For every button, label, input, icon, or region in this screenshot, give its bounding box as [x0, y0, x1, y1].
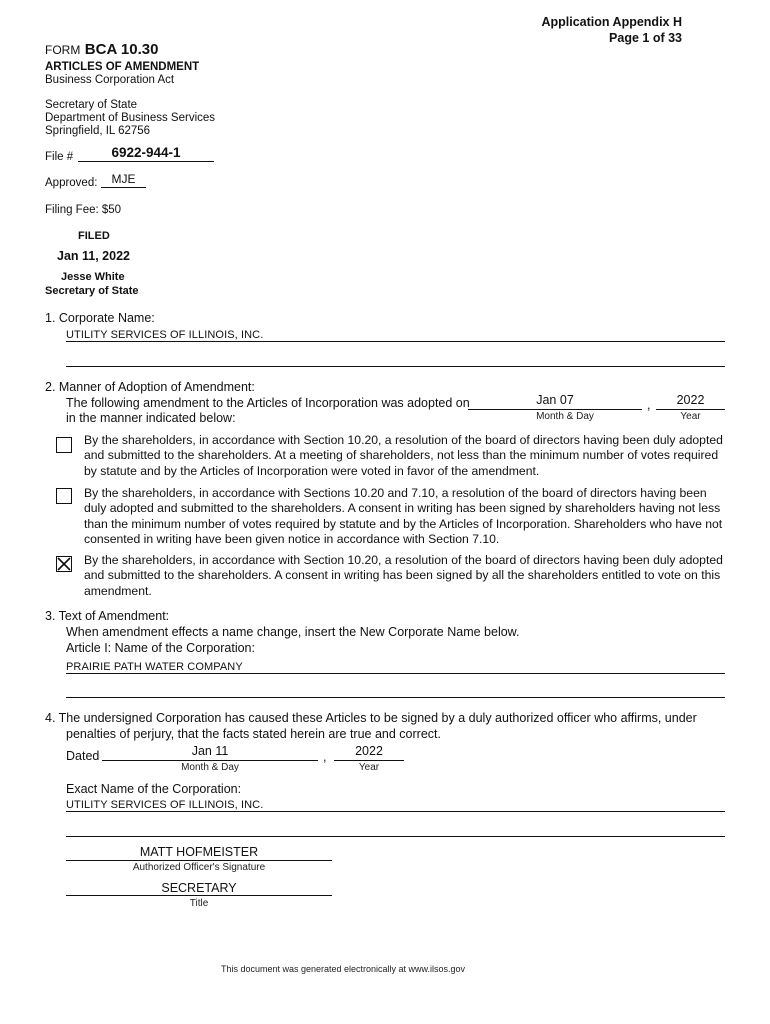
appendix-label: Application Appendix H — [541, 15, 682, 29]
corporate-name-line-1 — [66, 341, 725, 342]
signed-date-caption: Month & Day — [181, 762, 239, 773]
signed-comma: , — [323, 750, 327, 764]
adoption-year-value: 2022 — [676, 393, 705, 407]
office-line-3: Springfield, IL 62756 — [45, 125, 151, 137]
dated-label: Dated — [66, 749, 100, 763]
filing-fee: Filing Fee: $50 — [45, 204, 122, 216]
form-act: Business Corporation Act — [45, 74, 175, 86]
exact-name-line-2 — [66, 836, 725, 837]
amendment-instruction: When amendment effects a name change, insert the New Corporate Name below. — [66, 625, 520, 639]
approved-label: Approved: — [45, 177, 98, 189]
signed-year-line — [334, 760, 404, 761]
filed-stamp-label: FILED — [78, 230, 110, 242]
signed-date-value: Jan 11 — [191, 744, 229, 758]
signature-line — [66, 860, 332, 861]
signature-value: MATT HOFMEISTER — [139, 845, 259, 859]
exact-name-line-1 — [66, 811, 725, 812]
file-underline — [78, 161, 214, 162]
adoption-date-line — [468, 409, 642, 410]
section-4-heading-line-2: penalties of perjury, that the facts stated herein are true and correct. — [66, 727, 441, 741]
checkbox-x-icon — [57, 557, 71, 571]
adoption-intro-line-1: The following amendment to the Articles of Incorporation was adopted on — [66, 396, 470, 410]
section-3-heading: 3. Text of Amendment: — [45, 609, 170, 623]
signed-year-caption: Year — [358, 762, 380, 773]
signature-caption: Authorized Officer's Signature — [132, 862, 266, 873]
signed-date-line — [102, 760, 318, 761]
option-2-checkbox[interactable] — [56, 488, 72, 504]
option-3-text: By the shareholders, in accordance with Section 10.20, a resolution of the board of directors having been duly adopted and submitted to the shareholders. A consent in writing has been signed by all the shareholders entitled to vote on this amendment. — [84, 553, 723, 598]
filed-date: Jan 11, 2022 — [57, 249, 130, 263]
title-line — [66, 895, 332, 896]
file-number: 6922-944-1 — [111, 145, 181, 160]
adoption-comma: , — [647, 398, 651, 412]
file-label: File # — [45, 151, 74, 163]
secretary-office: Secretary of State — [45, 285, 139, 297]
corporate-name-value: UTILITY SERVICES OF ILLINOIS, INC. — [66, 329, 264, 341]
approved-underline — [101, 187, 146, 188]
secretary-name: Jesse White — [61, 271, 125, 283]
exact-name-value: UTILITY SERVICES OF ILLINOIS, INC. — [66, 799, 264, 811]
adoption-date-caption: Month & Day — [536, 411, 594, 422]
adoption-intro-line-2: in the manner indicated below: — [66, 411, 236, 425]
option-3-checkbox[interactable] — [56, 556, 72, 572]
option-1-text: By the shareholders, in accordance with Section 10.20, a resolution of the board of directors having been duly adopted and submitted to the shareholders. At a meeting of shareholders, not less than the minimum number of votes required by statute and by the Articles of Incorporation were voted in favor of the amendment. — [84, 433, 723, 478]
exact-name-label: Exact Name of the Corporation: — [66, 782, 242, 796]
new-corporate-name-value: PRAIRIE PATH WATER COMPANY — [66, 661, 243, 673]
section-4-heading-line-1: 4. The undersigned Corporation has caused these Articles to be signed by a duly authorized officer who affirms, under — [45, 711, 697, 725]
title-caption: Title — [189, 898, 209, 909]
title-value: SECRETARY — [161, 881, 237, 895]
new-name-line-2 — [66, 697, 725, 698]
corporate-name-line-2 — [66, 366, 725, 367]
form-id — [45, 41, 158, 59]
approved-initials: MJE — [111, 172, 136, 186]
form-prefix: FORM — [45, 43, 81, 57]
signed-year-value: 2022 — [355, 744, 383, 758]
page-number: Page 1 of 33 — [609, 31, 682, 45]
adoption-date-value: Jan 07 — [536, 393, 574, 407]
adoption-year-line — [656, 409, 725, 410]
option-2-text: By the shareholders, in accordance with Sections 10.20 and 7.10, a resolution of the board of directors having been duly adopted and submitted to the shareholders. A consent in writing has been signed by shareholders having not less than the minimum number of votes required by statute and by the Articles of Incorporation. Shareholders who have not consented in writing have been given notice in accordance with Section 7.10. — [84, 486, 723, 547]
office-line-2: Department of Business Services — [45, 112, 216, 124]
form-number: BCA 10.30 — [84, 41, 159, 58]
footer-note: This document was generated electronically at www.ilsos.gov — [220, 964, 466, 974]
article-name-label: Article I: Name of the Corporation: — [66, 641, 255, 655]
adoption-year-caption: Year — [680, 411, 701, 422]
option-1-checkbox[interactable] — [56, 437, 72, 453]
form-title: ARTICLES OF AMENDMENT — [45, 61, 200, 73]
section-2-heading: 2. Manner of Adoption of Amendment: — [45, 380, 255, 394]
office-line-1: Secretary of State — [45, 99, 138, 111]
section-1-heading: 1. Corporate Name: — [45, 311, 155, 325]
new-name-line-1 — [66, 673, 725, 674]
